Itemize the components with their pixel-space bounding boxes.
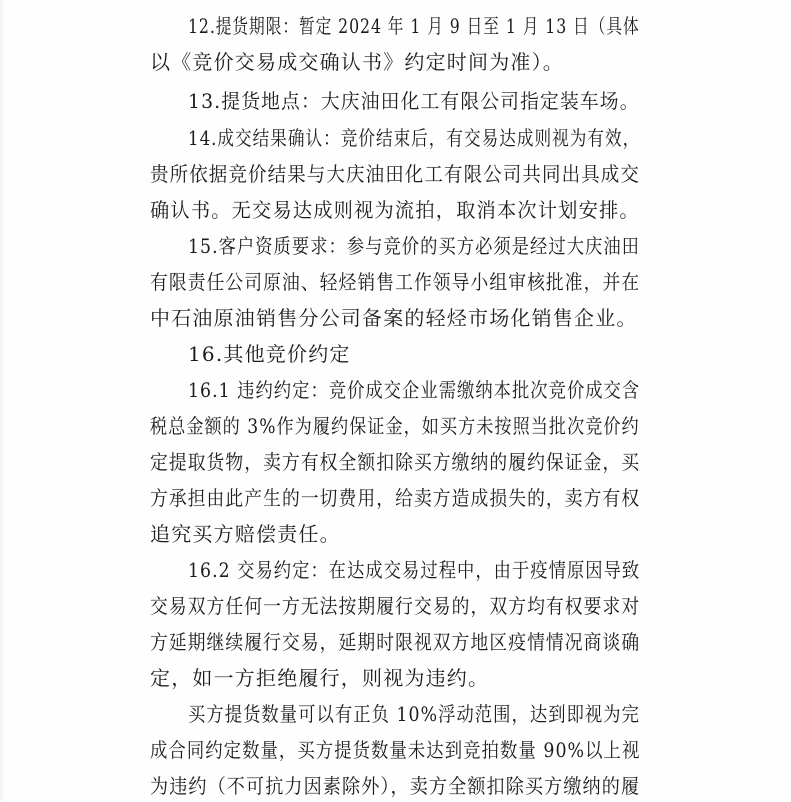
clause-16-1-line-5: 追究买方赔偿责任。 (150, 522, 341, 546)
clause-16-heading: 16.其他竞价约定 (188, 342, 351, 366)
quantity-clause-line-3: 为违约（不可抗力因素除外），卖方全额扣除买方缴纳的履 (150, 774, 641, 798)
clause-15-line-2: 有限责任公司原油、轻烃销售工作领导小组审核批准，并在 (150, 270, 641, 294)
clause-16-1-line-3: 定提取货物，卖方有权全额扣除买方缴纳的履约保证金，买 (150, 450, 641, 474)
clause-16-2-line-2: 交易双方任何一方无法按期履行交易的，双方均有权要求对 (150, 594, 641, 618)
clause-13-line-1: 13.提货地点：大庆油田化工有限公司指定装车场。 (188, 89, 640, 113)
quantity-clause-line-1: 买方提货数量可以有正负 10%浮动范围，达到即视为完 (188, 702, 641, 726)
clause-16-1-line-2: 税总金额的 3%作为履约保证金，如买方未按照当批次竞价约 (150, 414, 640, 438)
clause-15-line-1: 15.客户资质要求：参与竞价的买方必须是经过大庆油田 (188, 234, 640, 258)
scan-shadow-left (0, 0, 6, 801)
clause-16-2-line-1: 16.2 交易约定：在达成交易过程中，由于疫情原因导致 (188, 558, 641, 582)
clause-12-line-1: 12.提货期限：暂定 2024 年 1 月 9 日至 1 月 13 日（具体 (188, 14, 640, 38)
clause-15-line-3: 中石油原油销售分公司备案的轻烃市场化销售企业。 (150, 306, 638, 330)
clause-16-1-line-1: 16.1 违约约定：竞价成交企业需缴纳本批次竞价成交含 (188, 378, 641, 402)
clause-16-2-line-4: 定，如一方拒绝履行，则视为违约。 (150, 666, 490, 690)
clause-16-2-line-3: 方延期继续履行交易，延期时限视双方地区疫情情况商谈确 (150, 630, 641, 654)
clause-14-line-1: 14.成交结果确认：竞价结束后，有交易达成则视为有效， (188, 126, 641, 150)
clause-16-1-line-4: 方承担由此产生的一切费用，给卖方造成损失的，卖方有权 (150, 486, 641, 510)
clause-14-line-2: 贵所依据竞价结果与大庆油田化工有限公司共同出具成交 (150, 162, 640, 186)
quantity-clause-line-2: 成合同约定数量，买方提货数量未达到竞拍数量 90%以上视 (150, 738, 641, 762)
clause-14-line-3: 确认书。无交易达成则视为流拍，取消本次计划安排。 (150, 198, 640, 222)
clause-12-line-2: 以《竞价交易成交确认书》约定时间为准）。 (150, 50, 564, 74)
